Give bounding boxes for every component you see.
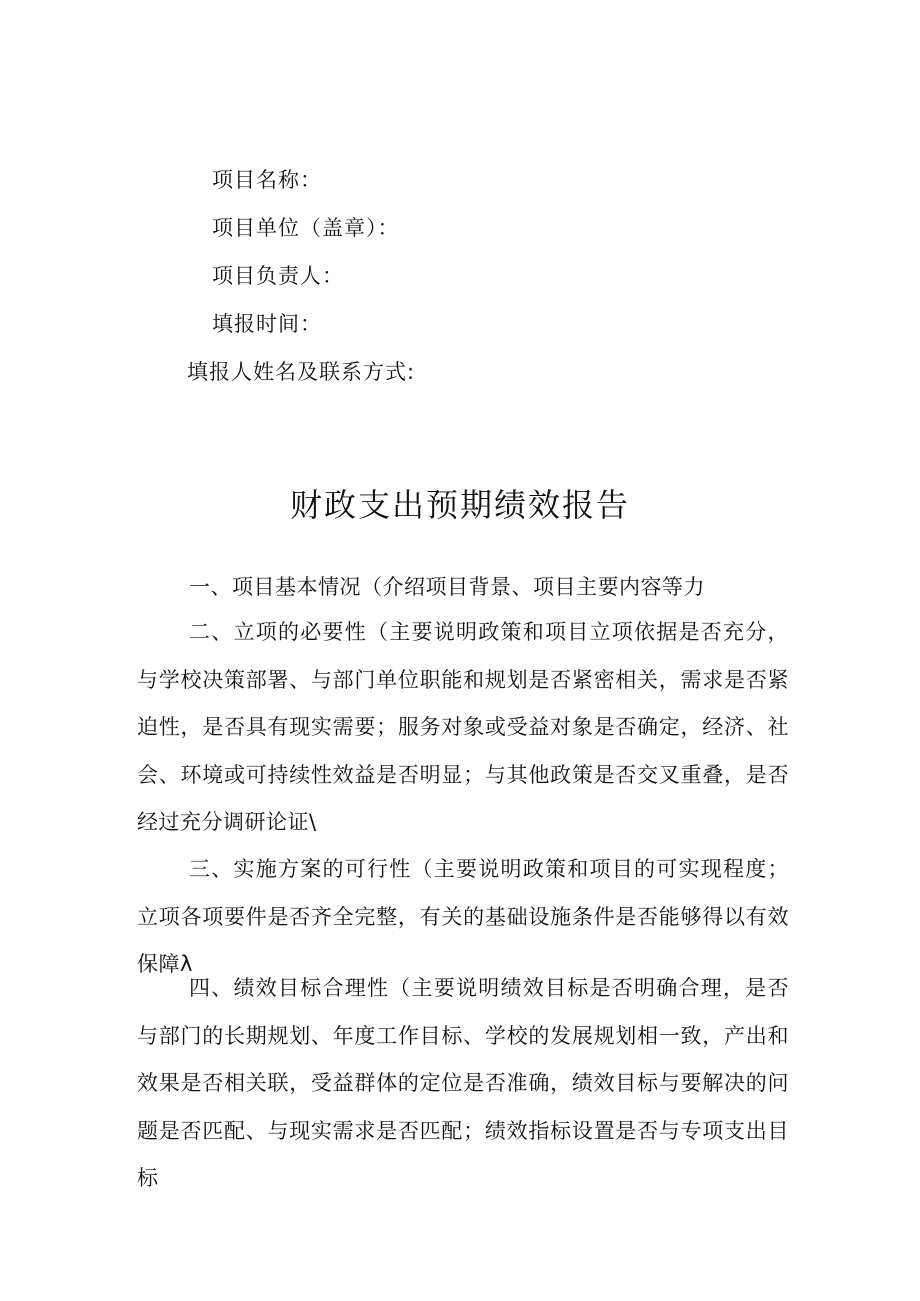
contact-label: 填报人姓名及联系方式: bbox=[187, 360, 416, 384]
fill-time-label: 填报时间： bbox=[212, 312, 322, 336]
section-3-feasibility: 三、实施方案的可行性（主要说明政策和项目的可实现程度；立项各项要件是否齐全完整，有关的基础设施条件是否能够得以有效保障λ bbox=[137, 857, 789, 976]
section-4-target-rationality: 四、绩效目标合理性（主要说明绩效目标是否明确合理，是否与部门的长期规划、年度工作目标、学校的发展规划相一致，产出和效果是否相关联，受益群体的定位是否准确，绩效目标与要解决的问题是否匹配、与现实需求是否匹配；绩效指标设置是否与专项支出目标 bbox=[137, 976, 789, 1190]
section-1-basic-info: 一、项目基本情况（介绍项目背景、项目主要内容等力 bbox=[189, 575, 705, 599]
project-name-label: 项目名称： bbox=[212, 168, 322, 192]
project-leader-label: 项目负责人： bbox=[212, 264, 344, 288]
report-title: 财政支出预期绩效报告 bbox=[289, 486, 630, 525]
project-unit-label: 项目单位（盖章）： bbox=[212, 216, 400, 240]
section-2-necessity: 二、立项的必要性（主要说明政策和项目立项依据是否充分，与学校决策部署、与部门单位职能和规划是否紧密相关，需求是否紧迫性，是否具有现实需要；服务对象或受益对象是否确定，经济、社会、环境或可持续性效益是否明显；与其他政策是否交叉重叠，是否经过充分调研论证\ bbox=[137, 620, 789, 834]
